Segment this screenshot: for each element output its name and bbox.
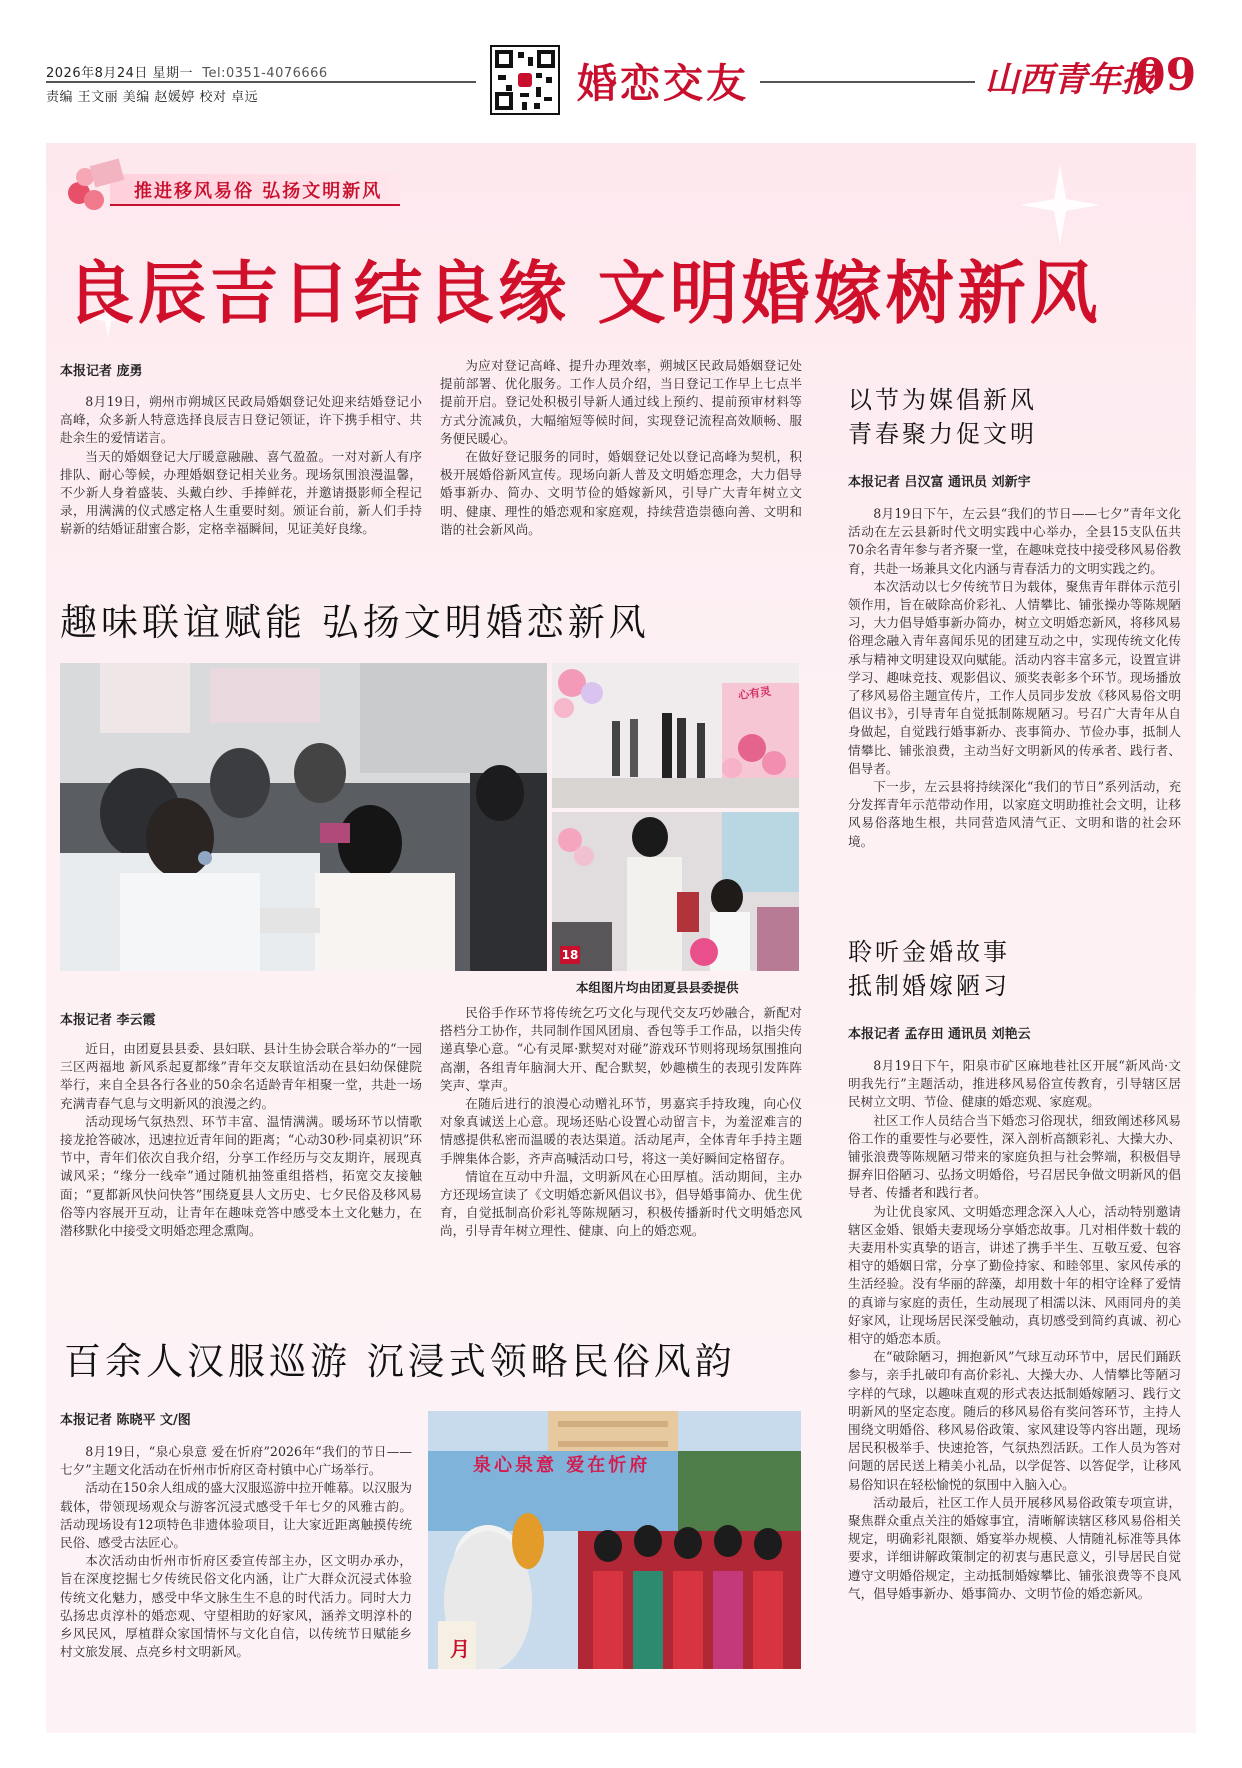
newspaper-logo: 山西青年报 (985, 60, 1155, 100)
article3-paragraph: 本次活动由忻州市忻府区委宣传部主办，区文明办承办，旨在深度挖掘七夕传统民俗文化内涵，让广大群众沉浸式体验传统文化魅力，感受中华文脉生生不息的时代活力。同时大力弘扬忠贞淳朴的婚恋观、守望相助的好家风，涵养文明淳朴的乡风民风，厚植群众家国情怀与文化自信，以传统节日赋能乡村文旅发展、点亮乡村文明新风。 (60, 1553, 412, 1660)
article5-paragraph: 活动最后，社区工作人员开展移风易俗政策专项宣讲，聚焦群众重点关注的婚嫁事宜，清晰解读辖区移风易俗相关规定，明确彩礼限额、婚宴举办规模、人情随礼标准等具体要求，详细讲解政策制定的初衷与惠民意义，引导居民自觉遵守文明婚俗规定，主动抵制婚嫁攀比、铺张浪费等不良风气，倡导婚事新办、婚事简办、文明节俭的婚恋新风。 (848, 1494, 1181, 1601)
photo-rose-gift (552, 812, 799, 971)
lantern-text: 月 (450, 1637, 470, 1661)
article4-paragraph: 8月19日下午，左云县“我们的节日——七夕”青年文化活动在左云县新时代文明实践中心举办，全县15支队伍共70余名青年参与者齐聚一堂，在趣味竞技中接受移风易俗教育，共赴一场兼具文化内涵与青春活力的文明实践之约。 (848, 506, 1181, 576)
article4-paragraph: 本次活动以七夕传统节日为载体，聚焦青年群体示范引领作用，旨在破除高价彩礼、人情攀比、铺张操办等陈规陋习，大力倡导婚事新办简办，树立文明婚恋新风，将移风易俗理念融入青年喜闻乐见的团建互动之中，实现传统文化传承与精神文明建设双向赋能。活动内容丰富多元，设置宣讲学习、趣味竞技、观影倡议、颁奖表彰多个环节。现场播放了移风易俗主题宣传片，工作人员同步发放《移风易俗文明倡议书》，引导青年自觉抵制陈规陋习。号召广大青年从自身做起，自觉践行婚事新办、丧事简办、节俭办事，抵制人情攀比、铺张浪费，主动当好文明新风的传承者、践行者、倡导者。 (848, 578, 1181, 776)
topic-banner (110, 174, 400, 206)
article5-headline-line: 聆听金婚故事 (848, 938, 1010, 966)
article2-byline: 本报记者 李云霞 (60, 1013, 156, 1028)
article3-paragraph: 8月19日，“泉心泉意 爱在忻府”2026年“我们的节日——七夕”主题文化活动在忻州市忻府区奇村镇中心广场举行。 (60, 1444, 412, 1478)
photo-hanfu-parade (428, 1411, 801, 1669)
article1-column2 (440, 357, 802, 563)
article5-paragraph: 在“破除陋习，拥抱新风”气球互动环节中，居民们踊跃参与，亲手扎破印有高价彩礼、大操大办、人情攀比等陋习字样的气球，以趣味直观的形式表达抵制婚嫁陋习、践行文明新风的坚定态度。随后的移风易俗有奖问答环节，主持人围绕文明婚俗、移风易俗政策、家风建设等内容出题，现场居民积极举手、快速抢答，气氛热烈活跃。工作人员为答对问题的居民送上精美小礼品，以学促答、以答促学，让移风易俗知识在轻松愉悦的氛围中入脑入心。 (848, 1349, 1181, 1492)
photo-game-stage (552, 663, 799, 808)
article4-headline-line: 以节为媒倡新风 (848, 386, 1037, 414)
issue-date: 2026年8月24日 星期一 Tel:0351-4076666 (46, 66, 328, 81)
banner-text: 推进移风易俗 弘扬文明新风 (134, 181, 383, 202)
staff-credits: 责编 王文丽 美编 赵媛婷 校对 卓远 (46, 90, 259, 105)
header-rule-left (46, 81, 476, 83)
event-sign: 泉心泉意 爱在忻府 (473, 1455, 651, 1476)
rose-envelope-icon (62, 160, 122, 220)
tel: Tel:0351-4076666 (202, 66, 328, 81)
article1-column1 (60, 393, 422, 563)
header-rule-right (760, 81, 975, 83)
article2-paragraph: 活动现场气氛热烈、环节丰富、温情满满。暖场环节以情歌接龙抢答破冰，迅速拉近青年间的距离；“心动30秒·同桌初识”环节中，青年们依次自我介绍，分享工作经历与交友期许，展现真诚风采；“缘分一线牵”通过随机抽签重组搭档，拓宽交友接触面；“夏都新风快问快答”围绕夏县人文历史、七夕民俗及移风易俗等内容展开互动，让青年在趣味竞答中感受本土文化魅力，在潜移默化中接受文明婚恋理念熏陶。 (60, 1113, 422, 1239)
article5-headline (848, 935, 1010, 1003)
article4-headline-line: 青春聚力促文明 (848, 420, 1037, 448)
article5-paragraph: 为让优良家风、文明婚恋理念深入人心，活动特别邀请辖区金婚、银婚夫妻现场分享婚恋故事。几对相伴数十载的夫妻用朴实真挚的语言，讲述了携手半生、互敬互爱、包容相守的婚姻日常，分享了勤俭持家、和睦邻里、家风传承的生活经验。没有华丽的辞藻，却用数十年的相守诠释了爱情的真谛与家庭的责任，生动展现了相濡以沫、风雨同舟的美好家风，让现场居民深受触动，真切感受到简约真诚、初心相守的婚恋本质。 (848, 1203, 1181, 1347)
article4-body (848, 505, 1181, 890)
article5-body (848, 1057, 1181, 1697)
photo-handcraft (60, 663, 547, 971)
main-headline: 良辰吉日结良缘 文明婚嫁树新风 (66, 254, 1102, 334)
article3-column1 (60, 1443, 412, 1679)
article5-byline: 本报记者 孟存田 通讯员 刘艳云 (848, 1027, 1031, 1042)
photo-caption: 本组图片均由团夏县县委提供 (576, 980, 739, 995)
article2-column1 (60, 1040, 422, 1276)
section-name: 婚恋交友 (577, 60, 749, 107)
article2-column2 (440, 1004, 802, 1276)
article1-paragraph: 8月19日，朔州市朔城区民政局婚姻登记处迎来结婚登记小高峰，众多新人特意选择良辰吉日登记领证，许下携手相守、共赴余生的爱情诺言。 (60, 394, 422, 446)
article1-paragraph: 为应对登记高峰、提升办理效率，朔城区民政局婚姻登记处提前部署、优化服务。工作人员介绍，当日登记工作早上七点半提前开启。登记处积极引导新人通过线上预约、提前预审材料等方式分流减负，大幅缩短等候时间，实现登记流程高效顺畅、服务便民暖心。 (440, 358, 802, 446)
article1-paragraph: 在做好登记服务的同时，婚姻登记处以登记高峰为契机，积极开展婚俗新风宣传。现场向新人普及文明婚恋理念，大力倡导婚事新办、简办、文明节俭的婚嫁新风，引导广大青年树立文明、健康、理性的婚恋观和家庭观，持续营造崇德向善、文明和谐的社会新风尚。 (440, 449, 802, 537)
page-number: 09 (1135, 50, 1197, 101)
article5-paragraph: 社区工作人员结合当下婚恋习俗现状，细致阐述移风易俗工作的重要性与必要性，深入剖析高额彩礼、大操大办、铺张浪费等陈规陋习带来的家庭负担与社会弊端，积极倡导摒弃旧俗陋习、弘扬文明婚俗，号召居民争做文明新风的倡导者、传播者和践行者。 (848, 1112, 1181, 1201)
article3-paragraph: 活动在150余人组成的盛大汉服巡游中拉开帷幕。以汉服为载体，带领现场观众与游客沉浸式感受千年七夕的风雅古韵。活动现场设有12项特色非遗体验项目，让大家近距离触摸传统民俗、感受古法匠心。 (60, 1480, 412, 1551)
qr-code[interactable] (490, 45, 560, 115)
article1-paragraph: 当天的婚姻登记大厅暖意融融、喜气盈盈。一对对新人有序排队、耐心等候，办理婚姻登记相关业务。现场氛围浪漫温馨，不少新人身着盛装、头戴白纱、手捧鲜花，并邀请摄影师全程记录，用满满的仪式感定格人生重要时刻。颁证台前，新人们手持崭新的结婚证甜蜜合影，定格幸福瞬间，见证美好良缘。 (60, 448, 422, 537)
screen-text: 心有灵 (737, 684, 772, 703)
article2-paragraph: 近日，由团夏县县委、县妇联、县计生协会联合举办的“一园三区两福地 新风系起夏都缘”青年交友联谊活动在县妇幼保健院举行，来自全县各行各业的50余名适龄青年相聚一堂，共赴一场充满青春气息与文明新风的浪漫之约。 (60, 1041, 422, 1111)
article4-paragraph: 下一步，左云县将持续深化“我们的节日”系列活动，充分发挥青年示范带动作用，以家庭文明助推社会文明，让移风易俗落地生根，共同营造风清气正、文明和谐的社会环境。 (848, 779, 1181, 849)
article4-headline (848, 383, 1037, 451)
article2-paragraph: 在随后进行的浪漫心动赠礼环节，男嘉宾手持玫瑰，向心仪对象真诚送上心意。现场还贴心设置心动留言卡，为羞涩难言的情感提供私密而温暖的表达渠道。活动尾声，全体青年手持主题手牌集体合影，齐声高喊活动口号，将这一美好瞬间定格留存。 (440, 1096, 802, 1166)
article5-headline-line: 抵制婚嫁陋习 (848, 972, 1010, 1000)
article2-paragraph: 情谊在互动中升温，文明新风在心田厚植。活动期间，主办方还现场宣读了《文明婚恋新风倡议书》，倡导婚事简办、优生优育，自觉抵制高价彩礼等陈规陋习，积极传播新时代文明婚恋风尚，引导青年树立理性、健康、向上的婚恋观。 (440, 1168, 802, 1239)
article3-headline: 百余人汉服巡游 沉浸式领略民俗风韵 (64, 1340, 736, 1383)
article4-byline: 本报记者 吕汉富 通讯员 刘新宇 (848, 475, 1031, 490)
article5-paragraph: 8月19日下午，阳泉市矿区麻地巷社区开展“新风尚·文明我先行”主题活动，推进移风易俗宣传教育，引导辖区居民树立文明、节俭、健康的婚恋观、家庭观。 (848, 1058, 1181, 1110)
article2-paragraph: 民俗手作环节将传统乞巧文化与现代交友巧妙融合，新配对搭档分工协作，共同制作国风团扇、香包等手工作品，以指尖传递真挚心意。“心有灵犀·默契对对碰”游戏环节则将现场氛围推向高潮，各组青年脑洞大开、配合默契，妙趣横生的表现引发阵阵笑声、掌声。 (440, 1005, 802, 1093)
number-badge: 18 (561, 948, 579, 962)
article3-byline: 本报记者 陈晓平 文/图 (60, 1413, 191, 1428)
article1-byline: 本报记者 庞勇 (60, 364, 143, 379)
article2-headline: 趣味联谊赋能 弘扬文明婚恋新风 (60, 601, 650, 644)
